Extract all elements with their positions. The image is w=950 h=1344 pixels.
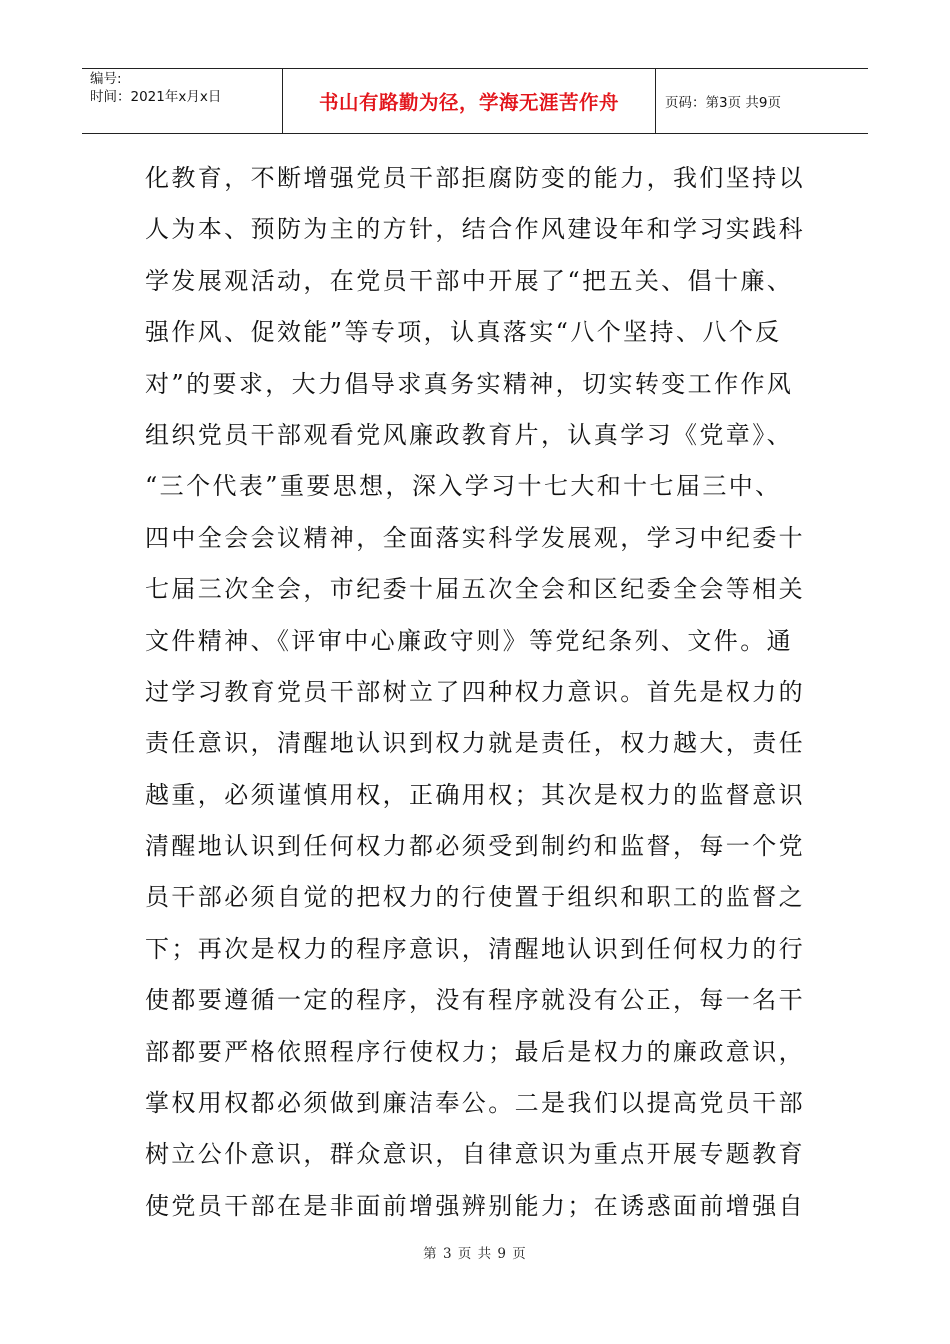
text-line: 强作风、促效能”等专项，认真落实“八个坚持、八个反 bbox=[145, 318, 782, 347]
header-page-cell bbox=[656, 69, 868, 133]
text-line: 过学习教育党员干部树立了四种权力意识。首先是权力的 bbox=[145, 677, 805, 706]
text-line: “三个代表”重要思想，深入学习十七大和十七届三中、 bbox=[145, 472, 782, 501]
text-line: 使都要遵循一定的程序，没有程序就没有公正，每一名干 bbox=[145, 986, 805, 1015]
text-line: 树立公仆意识，群众意识，自律意识为重点开展专题教育 bbox=[145, 1140, 805, 1169]
page-footer: 第 3 页 共 9 页 bbox=[423, 1246, 527, 1262]
text-line: 文件精神、《评审中心廉政守则》等党纪条列、文件。通 bbox=[145, 626, 793, 655]
text-line: 下；再次是权力的程序意识，清醒地认识到任何权力的行 bbox=[145, 934, 805, 963]
header-motto-cell bbox=[282, 69, 656, 133]
text-line: 对”的要求，大力倡导求真务实精神，切实转变工作作风 bbox=[145, 369, 794, 398]
header-meta bbox=[82, 69, 282, 133]
text-line: 组织党员干部观看党风廉政教育片，认真学习《党章》、 bbox=[145, 420, 793, 449]
text-line: 使党员干部在是非面前增强辨别能力；在诱惑面前增强自 bbox=[145, 1191, 805, 1220]
text-line: 部都要严格依照程序行使权力；最后是权力的廉政意识， bbox=[145, 1037, 805, 1066]
text-line: 责任意识，清醒地认识到权力就是责任，权力越大，责任 bbox=[145, 729, 805, 758]
time-label: 时间：2021年x月x日 bbox=[90, 89, 222, 105]
text-line: 四中全会会议精神，全面落实科学发展观，学习中纪委十 bbox=[145, 523, 805, 552]
number-label: 编号: bbox=[90, 71, 122, 87]
header-motto: 书山有路勤为径，学海无涯苦作舟 bbox=[318, 91, 619, 114]
text-line: 学发展观活动，在党员干部中开展了“把五关、倡十廉、 bbox=[145, 266, 794, 295]
body-text bbox=[145, 163, 815, 1242]
text-line: 清醒地认识到任何权力都必须受到制约和监督，每一个党 bbox=[145, 832, 805, 861]
text-line: 人为本、预防为主的方针，结合作风建设年和学习实践科 bbox=[145, 215, 805, 244]
text-line: 化教育，不断增强党员干部拒腐防变的能力，我们坚持以 bbox=[145, 164, 805, 192]
document-header bbox=[82, 68, 868, 134]
header-page-label: 页码：第3页 共9页 bbox=[665, 95, 781, 111]
text-line: 掌权用权都必须做到廉洁奉公。二是我们以提高党员干部 bbox=[145, 1089, 805, 1118]
text-line: 员干部必须自觉的把权力的行使置于组织和职工的监督之 bbox=[145, 883, 805, 912]
text-line: 七届三次全会，市纪委十届五次全会和区纪委全会等相关 bbox=[145, 575, 805, 604]
text-line: 越重，必须谨慎用权，正确用权；其次是权力的监督意识 bbox=[145, 780, 805, 809]
